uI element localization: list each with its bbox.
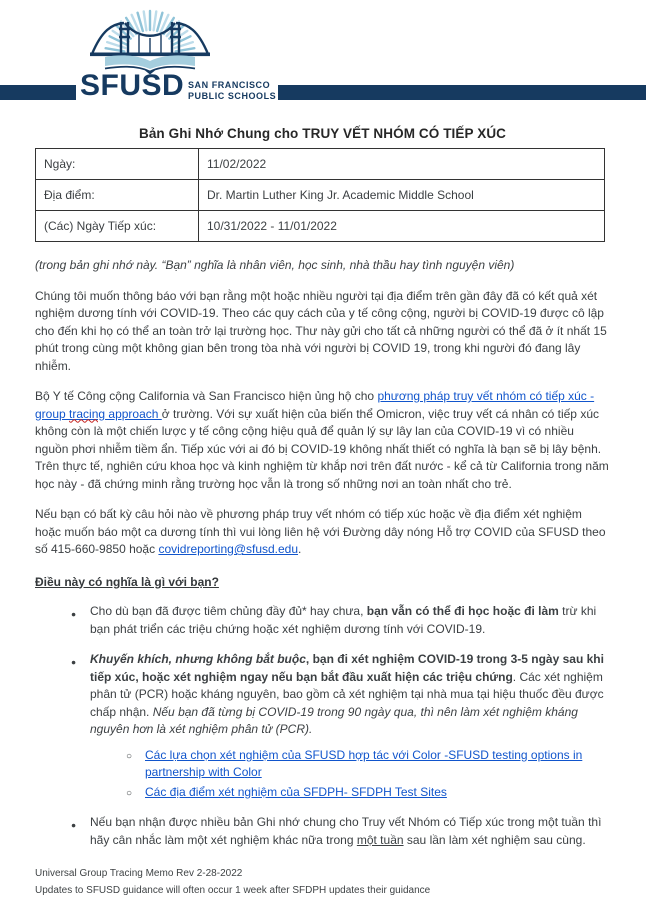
bullet-multiple-memos-pre: Nếu bạn nhận được nhiều bản Ghi nhớ chung cho Truy vết Nhóm có Tiếp xúc trong một tuần thì hãy cân nhắc làm một xét nghiệm khác nữa trong <box>90 815 602 847</box>
definition-note: (trong bản ghi nhớ này. “Bạn” nghĩa là nhân viên, học sinh, nhà thầu hay tình nguyện viên) <box>35 258 515 272</box>
bullet-multiple-memos-underline: một tuần <box>356 832 404 847</box>
sub-bullet-color-testing <box>90 747 610 782</box>
location-value: Dr. Martin Luther King Jr. Academic Middle School <box>199 180 605 211</box>
paragraph-contact-info-pre: Nếu bạn có bất kỳ câu hỏi nào về phương pháp truy vết nhóm có tiếp xúc hoặc về địa điểm xét nghiệm hoặc muốn báo một ca dương tính thì vui lòng liên hệ với Đường dây nóng Hỗ trợ COVID của SFUSD theo số 415-660-9850 hoặc <box>35 507 606 556</box>
bullet-multiple-memos-post: sau lần làm xét nghiệm sau cùng. <box>403 832 586 847</box>
spellcheck-squiggle-word: tracing <box>69 406 106 421</box>
district-name <box>188 80 276 101</box>
bullet-testing-bold: , bạn đi xét nghiệm COVID-19 trong 3-5 ngày sau khi tiếp xúc, hoặc xét nghiệm ngay nếu bạn bắt đầu xuất hiện các triệu chứng <box>90 652 604 684</box>
paragraph-contact-info-post: . <box>298 542 302 556</box>
footer-revision-line: Universal Group Tracing Memo Rev 2-28-2022 <box>35 868 243 879</box>
date-value: 11/02/2022 <box>199 149 605 180</box>
sub-bullet-sfdph-sites <box>90 784 610 802</box>
bullet-testing-mid: . Các xét nghiệm phân tử (PCR) hoặc kháng nguyên, bao gồm cả xét nghiệm tại nhà mua tại hiệu thuốc đều được chấp nhận. <box>90 669 604 719</box>
table-row-date <box>36 149 605 180</box>
paragraph-group-tracing-pre: Bộ Y tế Công cộng California và San Francisco hiện ủng hộ cho <box>35 389 378 403</box>
bullet-multiple-memos <box>35 814 610 849</box>
covid-reporting-email-link[interactable]: covidreporting@sfusd.edu <box>158 542 299 556</box>
link-text: phương pháp truy vết nhóm có tiếp xúc - group <box>35 389 595 421</box>
date-label: Ngày: <box>36 149 199 180</box>
paragraph-group-tracing <box>35 388 610 493</box>
bullet-testing <box>35 651 610 801</box>
header-rule-left <box>0 85 76 100</box>
bullet-testing-italic: Nếu bạn đã từng bị COVID-19 trong 90 ngày qua, thì nên làm xét nghiệm kháng nguyên hơn là xét nghiệm phân tử (PCR). <box>90 704 578 736</box>
bullet-testing-bolditalic: Khuyến khích, nhưng không bắt buộc <box>90 652 306 666</box>
header-rule-right <box>278 85 646 100</box>
memo-body <box>35 126 610 899</box>
testing-links-list <box>90 747 610 802</box>
info-table <box>35 148 605 242</box>
table-row-location <box>36 180 605 211</box>
sfusd-wordmark: SFUSD <box>80 69 185 102</box>
sfusd-bridge-logo-icon <box>84 4 216 76</box>
paragraph-notification: Chúng tôi muốn thông báo với bạn rằng một hoặc nhiều người tại địa điểm trên gần đây đã có kết quả xét nghiệm dương tính với COVID-19. Theo các quy cách của y tế công cộng, người bị COVID-19 được cô lập cho đến khi họ có thể an toàn trở lại trường học. Thư này gửi cho tất cả những người có thể đã ở ít nhất 15 phút trong cùng một không gian bên trong tòa nhà với người bị COVID 19, trong khi người đó đang lây nhiễm. <box>35 288 607 373</box>
footer-updates-line: Updates to SFUSD guidance will often occur 1 week after SFDPH updates their guidance <box>35 884 431 896</box>
paragraph-contact-info <box>35 506 610 559</box>
contact-dates-label: (Các) Ngày Tiếp xúc: <box>36 211 199 242</box>
bullet-attendance <box>35 603 610 638</box>
sfusd-color-testing-link[interactable]: Các lựa chọn xét nghiệm của SFUSD hợp tác với Color -SFUSD testing options in partnership with Color <box>145 747 583 779</box>
section-heading-wrap <box>35 574 610 592</box>
bullet-list <box>35 603 610 849</box>
bullet-attendance-pre: Cho dù bạn đã được tiêm chủng đầy đủ* hay chưa, <box>90 604 367 618</box>
memo-title: Bản Ghi Nhớ Chung cho TRUY VẾT NHÓM CÓ TIẾP XÚC <box>138 126 507 141</box>
header <box>0 0 646 120</box>
contact-dates-value: 10/31/2022 - 11/01/2022 <box>199 211 605 242</box>
bullet-attendance-post: trừ khi bạn phát triển các triệu chứng hoặc xét nghiệm dương tính với COVID-19. <box>90 604 597 636</box>
district-name-line1: SAN FRANCISCO <box>188 80 271 90</box>
link-text: approach <box>105 406 162 421</box>
bullet-attendance-bold: bạn vẫn có thể đi học hoặc đi làm <box>366 604 559 618</box>
sfdph-test-sites-link[interactable]: Các địa điểm xét nghiệm của SFDPH- SFDPH Test Sites <box>145 784 447 799</box>
table-row-contact-dates <box>36 211 605 242</box>
district-name-line2: PUBLIC SCHOOLS <box>188 90 277 101</box>
section-heading: Điều này có nghĩa là gì với bạn? <box>35 574 219 589</box>
paragraph-group-tracing-post: ở trường. Với sự xuất hiện của biến thể Omicron, việc truy vết cá nhân có tiếp xúc không còn là một chiến lược y tế công cộng hiệu quả để quản lý sự lây lan của COVID-19 vì có nhiều nguồn phơi nhiễm tiềm ẩn. Tiếp xúc với ai đó bị COVID-19 không nhất thiết có nghĩa là bạn sẽ bị lây bệnh. Trên thực tế, nghiên cứu khoa học và kinh nghiệm từ khắp nơi trên đất nước - kể cả từ California trong năm học này - đã chứng minh rằng trường học vẫn là trong số những nơi an toàn nhất cho trẻ. <box>35 406 609 491</box>
location-label: Địa điểm: <box>36 180 199 211</box>
footer <box>35 866 610 899</box>
